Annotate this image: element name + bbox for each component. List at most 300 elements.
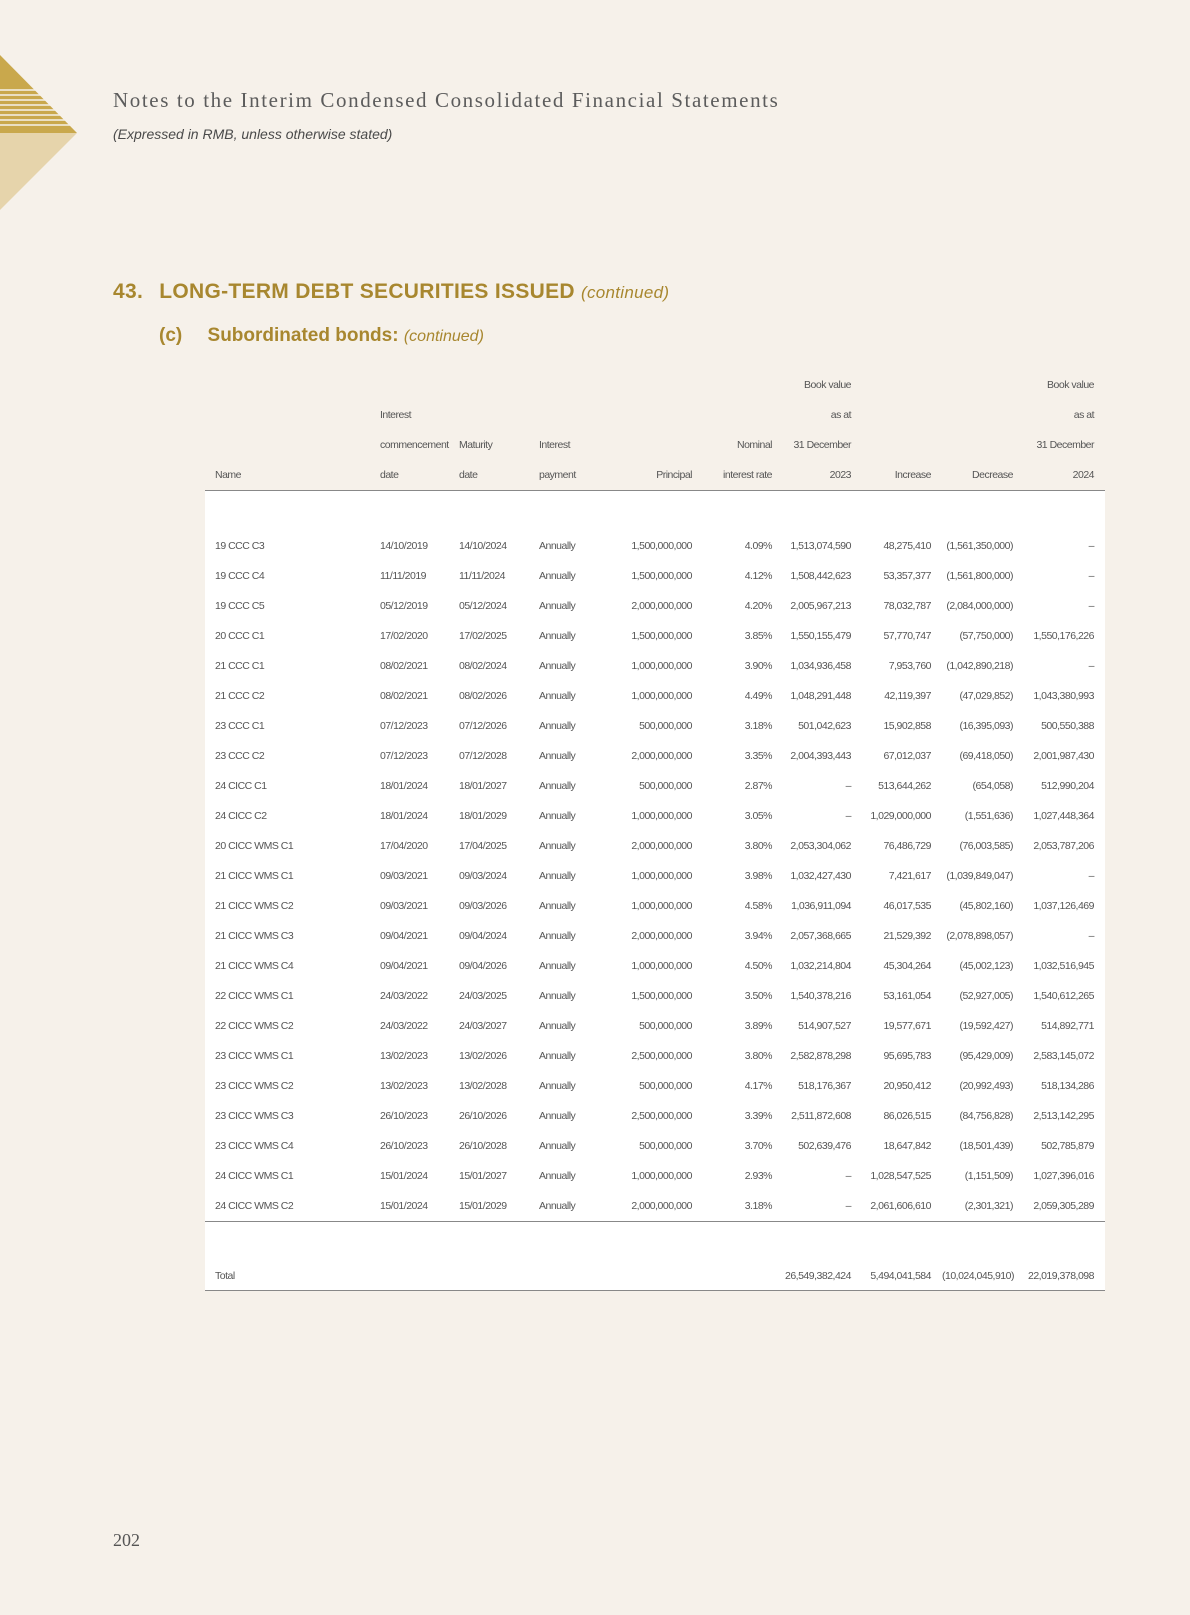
table-row [205, 801, 1105, 831]
corner-decoration [0, 0, 80, 210]
table-body [205, 491, 1105, 1222]
table-cell: 514,892,771 [1024, 1011, 1105, 1041]
column-header-cell [703, 400, 783, 430]
table-cell: (1,561,800,000) [942, 561, 1024, 591]
column-header-cell: Interest [539, 439, 571, 451]
table-cell: (45,802,160) [942, 891, 1024, 921]
table-cell: 26/10/2023 [380, 1101, 459, 1131]
table-cell: 20,950,412 [862, 1071, 942, 1101]
table-cell: 4.58% [703, 891, 783, 921]
table-cell: 07/12/2026 [459, 711, 539, 741]
table-cell: 24/03/2027 [459, 1011, 539, 1041]
table-row [205, 1071, 1105, 1101]
table-cell: 1,550,155,479 [783, 621, 862, 651]
table-cell: 3.70% [703, 1131, 783, 1161]
table-cell: 1,000,000,000 [619, 891, 703, 921]
table-cell: 07/12/2028 [459, 741, 539, 771]
table-cell: 1,028,547,525 [862, 1161, 942, 1191]
column-header-cell: date [380, 460, 459, 491]
table-cell: 3.05% [703, 801, 783, 831]
table-cell: 07/12/2023 [380, 741, 459, 771]
table-cell: 23 CCC C1 [205, 711, 380, 741]
table-cell: 1,027,448,364 [1024, 801, 1105, 831]
header-row [205, 370, 1105, 400]
column-header-cell [205, 370, 380, 400]
table-cell: 1,000,000,000 [619, 681, 703, 711]
column-header-cell: 2024 [1024, 460, 1105, 491]
column-header-cell [459, 400, 539, 430]
table-cell: 19 CCC C4 [205, 561, 380, 591]
total-cell: Total [205, 1260, 380, 1291]
table-cell: 3.85% [703, 621, 783, 651]
table-cell: 26/10/2028 [459, 1131, 539, 1161]
table-cell: 2,061,606,610 [862, 1191, 942, 1222]
spacer-cell [783, 491, 862, 532]
table-cell: 1,000,000,000 [619, 951, 703, 981]
total-row [205, 1260, 1105, 1291]
header-row [205, 460, 1105, 491]
table-row [205, 591, 1105, 621]
table-cell: 23 CICC WMS C1 [205, 1041, 380, 1071]
table-cell: (1,151,509) [942, 1161, 1024, 1191]
table-cell: 2,000,000,000 [619, 741, 703, 771]
table-cell: 3.80% [703, 831, 783, 861]
table-cell: 26/10/2026 [459, 1101, 539, 1131]
table-cell: 518,134,286 [1024, 1071, 1105, 1101]
table-cell: 2,005,967,213 [783, 591, 862, 621]
table-cell: 24 CICC WMS C1 [205, 1161, 380, 1191]
table-cell: 23 CICC WMS C4 [205, 1131, 380, 1161]
table-cell: 1,037,126,469 [1024, 891, 1105, 921]
section-title-text: LONG-TERM DEBT SECURITIES ISSUED [159, 280, 575, 303]
table-cell: (2,084,000,000) [942, 591, 1024, 621]
table-cell: 500,000,000 [619, 771, 703, 801]
table-cell: 2,500,000,000 [619, 1101, 703, 1131]
column-header-cell: Decrease [942, 460, 1024, 491]
table-cell: Annually [539, 1131, 619, 1161]
table-cell: 15/01/2027 [459, 1161, 539, 1191]
table-cell: 21 CICC WMS C2 [205, 891, 380, 921]
column-header-cell: Increase [862, 460, 942, 491]
table-cell: 21 CCC C2 [205, 681, 380, 711]
table-cell: 1,500,000,000 [619, 531, 703, 561]
table-cell: 7,421,617 [862, 861, 942, 891]
table-cell: 1,029,000,000 [862, 801, 942, 831]
table-cell: 13/02/2023 [380, 1071, 459, 1101]
table-cell: 514,907,527 [783, 1011, 862, 1041]
table-cell: Annually [539, 621, 619, 651]
table-cell: 13/02/2023 [380, 1041, 459, 1071]
table-cell: 08/02/2021 [380, 651, 459, 681]
table-row [205, 831, 1105, 861]
table-cell: (1,561,350,000) [942, 531, 1024, 561]
column-header-cell [380, 370, 459, 400]
table-cell: (57,750,000) [942, 621, 1024, 651]
table-spacer-row [205, 1222, 1105, 1261]
table-cell: 24 CICC WMS C2 [205, 1191, 380, 1222]
table-cell: 1,000,000,000 [619, 801, 703, 831]
table-cell: – [1024, 561, 1105, 591]
spacer-cell [539, 491, 619, 532]
table-cell: 18/01/2024 [380, 771, 459, 801]
table-row [205, 1041, 1105, 1071]
column-header-cell [619, 370, 703, 400]
table-row [205, 531, 1105, 561]
table-cell: – [783, 1161, 862, 1191]
table-cell: 24/03/2022 [380, 1011, 459, 1041]
table-row [205, 981, 1105, 1011]
table-cell: – [783, 1191, 862, 1222]
table-cell: 1,550,176,226 [1024, 621, 1105, 651]
table-cell: Annually [539, 831, 619, 861]
table-cell: Annually [539, 801, 619, 831]
table-cell: 17/02/2020 [380, 621, 459, 651]
table-cell: (45,002,123) [942, 951, 1024, 981]
table-cell: 08/02/2021 [380, 681, 459, 711]
spacer-cell [205, 491, 380, 532]
table-cell: 513,644,262 [862, 771, 942, 801]
spacer-cell [862, 1222, 942, 1261]
column-header-cell: Name [205, 460, 380, 491]
table-cell: 15/01/2029 [459, 1191, 539, 1222]
table-cell: Annually [539, 1071, 619, 1101]
column-header-cell: Book value [804, 379, 851, 391]
table-cell: 4.09% [703, 531, 783, 561]
table-cell: 15/01/2024 [380, 1161, 459, 1191]
table-cell: Annually [539, 651, 619, 681]
section-continued: (continued) [581, 283, 670, 302]
table-cell: 3.18% [703, 711, 783, 741]
total-cell [703, 1260, 783, 1291]
table-cell: 3.18% [703, 1191, 783, 1222]
table-cell: 518,176,367 [783, 1071, 862, 1101]
page-header-title: Notes to the Interim Condensed Consolidated Financial Statements [113, 88, 780, 112]
table-cell: 1,043,380,993 [1024, 681, 1105, 711]
table-cell: 1,000,000,000 [619, 1161, 703, 1191]
table-cell: Annually [539, 771, 619, 801]
table-cell: 1,540,378,216 [783, 981, 862, 1011]
table-row [205, 921, 1105, 951]
spacer-cell [459, 1222, 539, 1261]
column-header-cell [459, 370, 539, 400]
table-cell: (84,756,828) [942, 1101, 1024, 1131]
table-cell: 3.35% [703, 741, 783, 771]
table-cell: (18,501,439) [942, 1131, 1024, 1161]
table-cell: 2,057,368,665 [783, 921, 862, 951]
table-cell: 53,161,054 [862, 981, 942, 1011]
table-cell: 21 CICC WMS C1 [205, 861, 380, 891]
table-cell: 24 CICC C2 [205, 801, 380, 831]
table-cell: Annually [539, 1041, 619, 1071]
table-cell: 11/11/2019 [380, 561, 459, 591]
table-cell: 09/03/2026 [459, 891, 539, 921]
table-cell: (2,078,898,057) [942, 921, 1024, 951]
table-cell: 501,042,623 [783, 711, 862, 741]
table-cell: 2,582,878,298 [783, 1041, 862, 1071]
table-cell: 4.49% [703, 681, 783, 711]
table-cell: (2,301,321) [942, 1191, 1024, 1222]
column-header-cell: Book value [1047, 379, 1094, 391]
table-cell: Annually [539, 591, 619, 621]
table-cell: 1,036,911,094 [783, 891, 862, 921]
table-cell: 4.50% [703, 951, 783, 981]
table-cell: 23 CCC C2 [205, 741, 380, 771]
spacer-cell [619, 1222, 703, 1261]
table-cell: 22 CICC WMS C1 [205, 981, 380, 1011]
table-cell: Annually [539, 531, 619, 561]
table-cell: 1,000,000,000 [619, 651, 703, 681]
column-header-cell: Interest [380, 409, 412, 421]
table-cell: 24 CICC C1 [205, 771, 380, 801]
table-cell: 1,500,000,000 [619, 981, 703, 1011]
table-cell: 500,000,000 [619, 711, 703, 741]
table-cell: 2,053,787,206 [1024, 831, 1105, 861]
table-cell: (69,418,050) [942, 741, 1024, 771]
table-row [205, 1191, 1105, 1222]
page-header-subtitle: (Expressed in RMB, unless otherwise stated) [113, 126, 393, 142]
table-cell: 17/02/2025 [459, 621, 539, 651]
table-cell: (20,992,493) [942, 1071, 1024, 1101]
table-cell: 2,001,987,430 [1024, 741, 1105, 771]
table-cell: 20 CCC C1 [205, 621, 380, 651]
table-cell: 3.50% [703, 981, 783, 1011]
table-cell: 4.17% [703, 1071, 783, 1101]
column-header-cell [205, 400, 380, 430]
table-row [205, 741, 1105, 771]
table-cell: 57,770,747 [862, 621, 942, 651]
column-header-cell [619, 430, 703, 460]
total-cell [459, 1260, 539, 1291]
table-row [205, 711, 1105, 741]
table-cell: Annually [539, 981, 619, 1011]
table-cell: 2,053,304,062 [783, 831, 862, 861]
column-header-cell: commencement [380, 439, 449, 451]
spacer-cell [539, 1222, 619, 1261]
spacer-cell [380, 1222, 459, 1261]
table-cell: – [1024, 591, 1105, 621]
table-cell: 15/01/2024 [380, 1191, 459, 1222]
total-cell [619, 1260, 703, 1291]
spacer-cell [205, 1222, 380, 1261]
table-cell: 500,550,388 [1024, 711, 1105, 741]
total-cell: 22,019,378,098 [1024, 1260, 1105, 1291]
table-cell: (16,395,093) [942, 711, 1024, 741]
column-header-cell: as at [830, 409, 851, 421]
table-cell: 09/04/2026 [459, 951, 539, 981]
spacer-cell [783, 1222, 862, 1261]
table-cell: 3.94% [703, 921, 783, 951]
table-cell: 1,032,427,430 [783, 861, 862, 891]
table-cell: 500,000,000 [619, 1011, 703, 1041]
column-header-cell: interest rate [703, 460, 783, 491]
table-cell: (1,039,849,047) [942, 861, 1024, 891]
column-header-cell [942, 370, 1024, 400]
header-row [205, 430, 1105, 460]
total-cell: 26,549,382,424 [783, 1260, 862, 1291]
table-cell: Annually [539, 561, 619, 591]
table-cell: 1,032,214,804 [783, 951, 862, 981]
spacer-cell [619, 491, 703, 532]
spacer-cell [942, 1222, 1024, 1261]
column-header-cell: Nominal [736, 439, 772, 451]
column-header-cell [862, 430, 942, 460]
table-cell: 09/04/2024 [459, 921, 539, 951]
table-cell: Annually [539, 921, 619, 951]
table-header [205, 370, 1105, 491]
table-cell: 2,000,000,000 [619, 591, 703, 621]
table-row [205, 621, 1105, 651]
table-cell: 22 CICC WMS C2 [205, 1011, 380, 1041]
column-header-cell: payment [539, 460, 619, 491]
table-cell: – [1024, 651, 1105, 681]
table-cell: 17/04/2020 [380, 831, 459, 861]
table-cell: 500,000,000 [619, 1131, 703, 1161]
table-cell: 13/02/2028 [459, 1071, 539, 1101]
table-cell: 1,000,000,000 [619, 861, 703, 891]
spacer-cell [1024, 1222, 1105, 1261]
table-cell: 46,017,535 [862, 891, 942, 921]
subsection-label: (c) [159, 325, 183, 346]
table-cell: 26/10/2023 [380, 1131, 459, 1161]
column-header-cell: as at [1073, 409, 1094, 421]
table-cell: 42,119,397 [862, 681, 942, 711]
table-cell: Annually [539, 1011, 619, 1041]
spacer-cell [380, 491, 459, 532]
table-cell: 09/03/2021 [380, 891, 459, 921]
table-row [205, 1101, 1105, 1131]
table-cell: 18/01/2027 [459, 771, 539, 801]
column-header-cell [703, 370, 783, 400]
table-row [205, 1161, 1105, 1191]
section-number: 43. [113, 280, 144, 303]
table-cell: 4.20% [703, 591, 783, 621]
table-cell: 1,508,442,623 [783, 561, 862, 591]
table-cell: Annually [539, 741, 619, 771]
column-header-cell [942, 430, 1024, 460]
table-cell: 21 CCC C1 [205, 651, 380, 681]
table-cell: 24/03/2025 [459, 981, 539, 1011]
table-cell: 07/12/2023 [380, 711, 459, 741]
table-cell: 1,500,000,000 [619, 621, 703, 651]
table-cell: 05/12/2024 [459, 591, 539, 621]
table-cell: 18/01/2024 [380, 801, 459, 831]
table-cell: 1,034,936,458 [783, 651, 862, 681]
table-cell: 08/02/2024 [459, 651, 539, 681]
table-cell: 18,647,842 [862, 1131, 942, 1161]
table-cell: – [783, 771, 862, 801]
table-cell: 502,785,879 [1024, 1131, 1105, 1161]
spacer-cell [1024, 491, 1105, 532]
page-number: 202 [113, 1530, 140, 1550]
table-cell: 05/12/2019 [380, 591, 459, 621]
table-cell: 3.90% [703, 651, 783, 681]
table-cell: 09/03/2024 [459, 861, 539, 891]
table-cell: 76,486,729 [862, 831, 942, 861]
total-cell [380, 1260, 459, 1291]
table-cell: 21,529,392 [862, 921, 942, 951]
table-cell: 4.12% [703, 561, 783, 591]
table-cell: – [1024, 531, 1105, 561]
section-heading [113, 280, 669, 304]
table-cell: 78,032,787 [862, 591, 942, 621]
table-cell: 15,902,858 [862, 711, 942, 741]
table-cell: Annually [539, 681, 619, 711]
column-header-cell [862, 400, 942, 430]
table-cell: 512,990,204 [1024, 771, 1105, 801]
table-cell: 11/11/2024 [459, 561, 539, 591]
table-cell: (52,927,005) [942, 981, 1024, 1011]
table-cell: 2,500,000,000 [619, 1041, 703, 1071]
table-cell: 2,511,872,608 [783, 1101, 862, 1131]
table-row [205, 651, 1105, 681]
table-cell: (19,592,427) [942, 1011, 1024, 1041]
column-header-cell [539, 400, 619, 430]
spacer-cell [703, 491, 783, 532]
spacer-cell [459, 491, 539, 532]
table-cell: 20 CICC WMS C1 [205, 831, 380, 861]
table-cell: 1,513,074,590 [783, 531, 862, 561]
column-header-cell [205, 430, 380, 460]
table-cell: 21 CICC WMS C3 [205, 921, 380, 951]
column-header-cell [862, 370, 942, 400]
table-row [205, 891, 1105, 921]
table-cell: (1,042,890,218) [942, 651, 1024, 681]
table-cell: – [1024, 861, 1105, 891]
table-cell: 18/01/2029 [459, 801, 539, 831]
total-cell [539, 1260, 619, 1291]
table-cell: Annually [539, 951, 619, 981]
table-cell: 23 CICC WMS C3 [205, 1101, 380, 1131]
table-cell: (654,058) [942, 771, 1024, 801]
table-cell: 3.89% [703, 1011, 783, 1041]
table-cell: 45,304,264 [862, 951, 942, 981]
table-cell: 53,357,377 [862, 561, 942, 591]
table-cell: 48,275,410 [862, 531, 942, 561]
column-header-cell: 31 December [1036, 439, 1094, 451]
table-cell: 09/04/2021 [380, 921, 459, 951]
table-cell: (76,003,585) [942, 831, 1024, 861]
table-cell: 21 CICC WMS C4 [205, 951, 380, 981]
spacer-cell [942, 491, 1024, 532]
subordinated-bonds-table [205, 370, 1105, 1291]
table-cell: 500,000,000 [619, 1071, 703, 1101]
column-header-cell: Maturity [459, 439, 493, 451]
table-cell: 2,059,305,289 [1024, 1191, 1105, 1222]
column-header-cell [619, 400, 703, 430]
table-cell: (95,429,009) [942, 1041, 1024, 1071]
spacer-cell [703, 1222, 783, 1261]
table-cell: 09/03/2021 [380, 861, 459, 891]
subsection-heading [159, 325, 484, 347]
column-header-cell: 2023 [783, 460, 862, 491]
table-cell: 09/04/2021 [380, 951, 459, 981]
table-cell: 3.98% [703, 861, 783, 891]
table-cell: 95,695,783 [862, 1041, 942, 1071]
table-cell: Annually [539, 861, 619, 891]
table-row [205, 951, 1105, 981]
table-cell: 2.87% [703, 771, 783, 801]
table-cell: Annually [539, 1191, 619, 1222]
column-header-cell [942, 400, 1024, 430]
table-cell: 2.93% [703, 1161, 783, 1191]
table-cell: 1,048,291,448 [783, 681, 862, 711]
subsection-title-text: Subordinated bonds: [207, 325, 399, 346]
table-cell: – [783, 801, 862, 831]
column-header-cell: Principal [619, 460, 703, 491]
table-cell: Annually [539, 711, 619, 741]
table-cell: 2,000,000,000 [619, 1191, 703, 1222]
column-header-cell: 31 December [793, 439, 851, 451]
